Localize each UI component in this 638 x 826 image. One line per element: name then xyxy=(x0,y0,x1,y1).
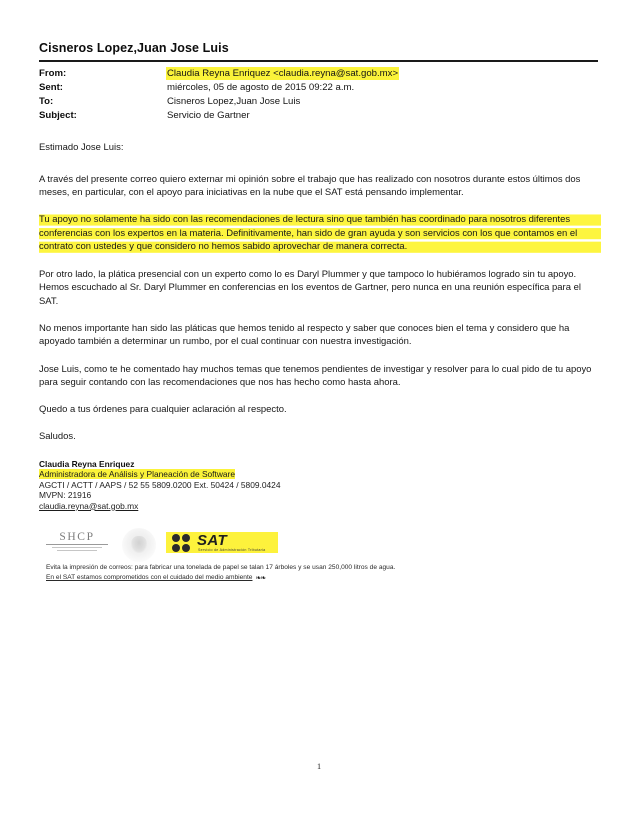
header-row-from xyxy=(39,68,599,80)
mexican-eagle-emblem-icon xyxy=(122,528,156,562)
body-paragraph-4: No menos importante han sido las pláticas que hemos tenido al respecto y saber que conoces bien el tema y considero que ha apoyado también a determinar un rumbo, por el cual continuar con nuestra investigación. xyxy=(39,322,570,348)
field-value-subject: Servicio de Gartner xyxy=(167,109,250,121)
eco-footer xyxy=(46,563,446,583)
signature-name: Claudia Reyna Enriquez xyxy=(39,459,135,469)
body-paragraph-5: Jose Luis, como te he comentado hay muchos temas que tenemos pendientes de investigar y resolver para lo cual pido de tu apoyo para seguir contando con las recomendaciones que nos has hecho como hasta ahora. xyxy=(39,363,592,389)
header-row-to xyxy=(39,96,599,108)
sat-dots-icon xyxy=(172,534,192,552)
body-closing: Quedo a tus órdenes para cualquier aclaración al respecto. xyxy=(39,404,287,416)
header-row-subject xyxy=(39,110,599,122)
sat-logo xyxy=(166,527,278,561)
shcp-rule xyxy=(46,544,108,545)
from-highlight: Claudia Reyna Enriquez <claudia.reyna@sat.gob.mx> xyxy=(167,68,399,79)
field-value-from xyxy=(167,68,398,79)
leaf-icon: ❧❧ xyxy=(255,575,266,583)
eco-footer-line-1: Evita la impresión de correos: para fabricar una tonelada de papel se talan 17 árboles y se usan 250,000 litros de agua. xyxy=(46,564,396,571)
field-label-sent: Sent: xyxy=(39,81,63,93)
signature-block xyxy=(39,459,369,511)
title-divider xyxy=(39,60,598,62)
body-paragraph-1: A través del presente correo quiero externar mi opinión sobre el trabajo que has realizado con nosotros durante estos últimos dos meses, en particular, con el apoyo para iniciativas en la nube que el SAT está pensando implementar. xyxy=(39,173,581,199)
header-row-sent xyxy=(39,82,599,94)
shcp-subtitle-line-1 xyxy=(52,547,102,548)
page-number: 1 xyxy=(316,762,322,771)
field-label-subject: Subject: xyxy=(39,109,77,121)
sat-wordmark: SAT xyxy=(197,532,228,549)
page-title: Cisneros Lopez,Juan Jose Luis xyxy=(39,41,229,55)
logo-strip xyxy=(42,527,282,563)
sat-tagline: Servicio de Administración Tributaria xyxy=(198,548,266,552)
body-paragraph-2-highlighted: Tu apoyo no solamente ha sido con las recomendaciones de lectura sino que también has coordinado para nosotros diferentes conferencias con los expertos en la materia. Definitivamente, han sido de gran ayuda y son servicios con los que contamos en el contrato con ustedes y que considero no hemos sabido aprovechar de manera correcta. xyxy=(39,213,601,254)
signature-contact: AGCTI / ACTT / AAPS / 52 55 5809.0200 Ext. 50424 / 5809.0424 xyxy=(39,479,281,490)
eco-footer-line-2 xyxy=(46,573,446,583)
shcp-logo xyxy=(46,531,108,553)
body-greeting: Estimado Jose Luis: xyxy=(39,142,124,153)
shcp-subtitle-line-2 xyxy=(57,550,97,551)
eco-footer-line-2-text: En el SAT estamos comprometidos con el cuidado del medio ambiente xyxy=(46,574,253,582)
body-signoff: Saludos. xyxy=(39,431,76,443)
body-paragraph-3: Por otro lado, la plática presencial con un experto como lo es Daryl Plummer y que tampoco lo hubiéramos logrado sin tu apoyo. Hemos escuchado al Sr. Daryl Plummer en conferencias en los eventos de Gartner, pero nunca en una reunión específica para el SAT. xyxy=(39,268,581,307)
field-value-to: Cisneros Lopez,Juan Jose Luis xyxy=(167,95,301,107)
shcp-wordmark: SHCP xyxy=(59,531,95,543)
field-label-from: From: xyxy=(39,68,67,79)
signature-role-highlight: Administradora de Análisis y Planeación de Software xyxy=(39,469,235,480)
field-value-sent: miércoles, 05 de agosto de 2015 09:22 a.m. xyxy=(167,81,355,93)
email-body xyxy=(39,141,601,457)
signature-mvpn: MVPN: 21916 xyxy=(39,490,92,501)
signature-email-link[interactable]: claudia.reyna@sat.gob.mx xyxy=(39,500,139,511)
email-header-fields xyxy=(39,68,599,124)
field-label-to: To: xyxy=(39,95,54,107)
signature-role xyxy=(39,469,369,479)
